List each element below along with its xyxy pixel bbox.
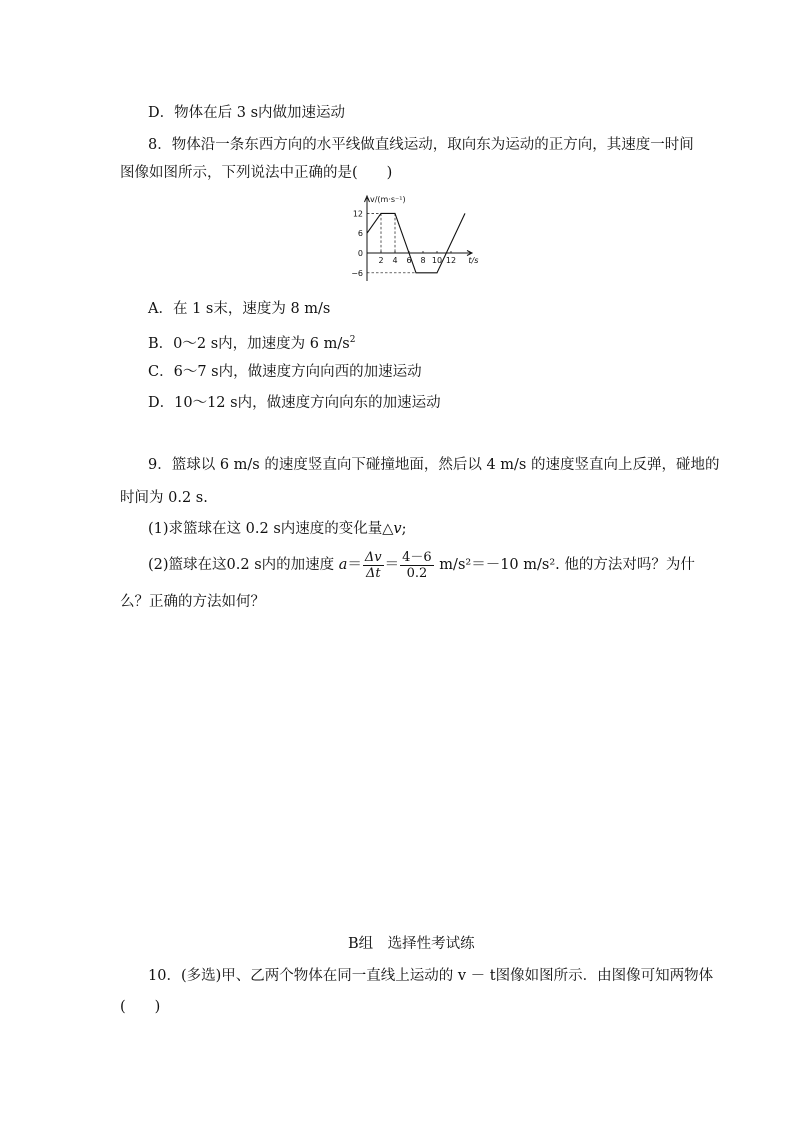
q9-part2	[148, 548, 695, 582]
q9-eq-1: ＝	[347, 557, 362, 573]
x-axis-label: t/s	[468, 256, 479, 265]
q9-stem-line2: 时间为 0.2 s.	[120, 490, 208, 506]
q9-part1	[148, 519, 407, 539]
q9-part1-end: ;	[401, 521, 407, 537]
q9-fraction-delta	[363, 550, 384, 581]
q9-frac2-num: 4－6	[402, 549, 432, 565]
q8-velocity-time-chart	[350, 190, 480, 285]
q8-option-a: A．在 1 s末，速度为 8 m/s	[148, 301, 331, 317]
q9-part2-tail: m/s²＝－10 m/s². 他的方法对吗？为什	[434, 557, 695, 573]
q9-part1-var: v	[393, 521, 402, 537]
q9-frac1-den: Δt	[365, 565, 381, 581]
q8-option-b-text: B．0～2 s内，加速度为 6 m/s	[148, 335, 350, 352]
q9-part1-text: (1)求篮球在这 0.2 s内速度的变化量△	[148, 521, 394, 537]
y-tick-label: −6	[351, 268, 363, 278]
q8-option-d: D．10～12 s内，做速度方向向东的加速运动	[148, 395, 441, 411]
q8-option-b	[148, 330, 355, 354]
q9-part2-line2: 么？正确的方法如何？	[120, 594, 265, 610]
y-tick-label: 0	[357, 249, 363, 258]
chart-axes	[365, 196, 473, 281]
q7-option-d: D．物体在后 3 s内做加速运动	[148, 105, 346, 121]
q9-frac2-den: 0.2	[406, 565, 428, 581]
x-tick-label: 12	[445, 256, 457, 265]
q9-eq-2: ＝	[384, 557, 400, 573]
x-tick-label: 6	[406, 256, 412, 265]
q9-frac1-num: Δv	[364, 549, 382, 565]
q9-fraction-values	[400, 550, 434, 581]
q10-stem-line1: 10．(多选)甲、乙两个物体在同一直线上运动的 v － t图像如图所示．由图像可知两物体	[148, 968, 714, 984]
q8-option-c: C．6～7 s内，做速度方向向西的加速运动	[148, 364, 422, 380]
q8-stem-line2: 图像如图所示，下列说法中正确的是( )	[120, 165, 393, 181]
x-tick-label: 8	[420, 256, 426, 265]
q9-part2-prefix: (2)篮球在这0.2 s内的加速度	[148, 557, 339, 573]
q8-stem-line1: 8．物体沿一条东西方向的水平线做直线运动，取向东为运动的正方向，其速度一时间	[148, 137, 694, 153]
x-tick-label: 4	[392, 256, 398, 265]
x-tick-label: 10	[431, 256, 443, 265]
q9-part2-var: a	[338, 557, 348, 573]
y-axis-label: v/(m·s⁻¹)	[370, 195, 406, 204]
group-b-heading: B组 选择性考试练	[348, 936, 475, 952]
q9-stem-line1: 9．篮球以 6 m/s 的速度竖直向下碰撞地面，然后以 4 m/s 的速度竖直向上反弹，碰地的	[148, 457, 720, 473]
y-tick-label: 12	[352, 209, 363, 219]
q8-option-b-sup: 2	[349, 335, 356, 345]
chart-labels	[351, 195, 478, 278]
q10-stem-line2: ( )	[120, 999, 161, 1015]
y-tick-label: 6	[357, 229, 363, 239]
x-tick-label: 2	[378, 256, 384, 265]
